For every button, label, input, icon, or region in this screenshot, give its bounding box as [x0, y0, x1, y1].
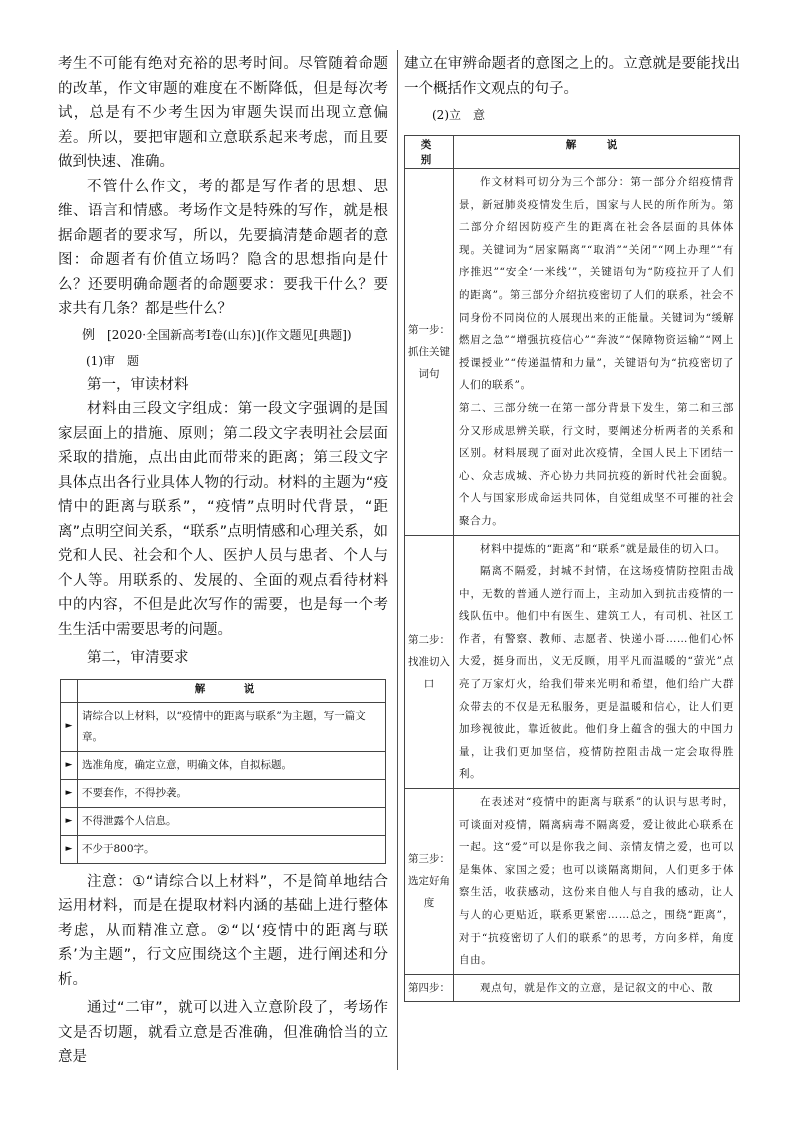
- step-heading: 第二，审清要求: [87, 650, 189, 666]
- table-cell: 不少于800字。: [78, 835, 386, 863]
- example-source: [2020·全国新高考Ⅰ卷(山东)](作文题见[典题]): [107, 327, 352, 342]
- paragraph: 不管什么作文，考的都是写作者的思想、思维、语言和情感。考场作文是特殊的写作，就是根据命题者的要求写，所以，先要搞清楚命题者的意图：命题者有价值立场吗？隐含的思想指向是什么？还要明确命题者的命题要求：要我干什么？要求共有几条？都是些什么？: [58, 178, 388, 317]
- bullet-icon: ►: [61, 751, 78, 779]
- paragraph: 注意：①“请综合以上材料”，不是简单地结合运用材料，而是在提取材料内涵的基础上进行整体考虑，从而精准立意。②“以‘疫情中的距离与联系’为主题”，行文应围绕这个主题，进行阐述和分析。: [58, 873, 388, 988]
- requirements-table: [60, 679, 386, 864]
- table-row: [405, 974, 740, 1002]
- column-divider: [397, 50, 398, 1070]
- table-row: [405, 789, 740, 975]
- intent-table: [404, 135, 740, 1002]
- table-header-row: [405, 136, 740, 169]
- example-label: 例: [82, 327, 96, 343]
- table-row: [61, 835, 386, 863]
- left-column: [58, 52, 388, 1070]
- example-heading: [58, 322, 388, 349]
- table-cell: 不得泄露个人信息。: [78, 807, 386, 835]
- explanation-paragraph: 作文材料可切分为三个部分：第一部分介绍疫情背景，新冠肺炎疫情发生后，国家与人民的所作所为。第二部分介绍因防疫产生的距离在社会各层面的具体体现。关键词为“居家隔离”“取消”“关闭”“网上办理”“有序推迟”“安全‘一米线’”，关键语句为“防疫拉开了人们的距离”。第三部分介绍抗疫密切了人们的联系，社会不同身份不同岗位的人展现出来的正能量。关键词为“缓解燃眉之急”“增强抗疫信心”“奔波”“保障物资运输”“网上授课授业”“传递温情和力量”，关键语句为“抗疫密切了人们的联系”。: [459, 176, 734, 392]
- bullet-icon: ►: [61, 702, 78, 751]
- table-cell: 不要套作，不得抄袭。: [78, 779, 386, 807]
- category-cell: 第三步：选定好角度: [405, 789, 454, 975]
- category-cell: 第二步：找准切入口: [405, 535, 454, 789]
- table-cell: 选准角度，确定立意，明确文体，自拟标题。: [78, 751, 386, 779]
- explanation-cell: [454, 535, 740, 789]
- category-cell: 第四步：: [405, 974, 454, 1002]
- step-heading: 第一，审读材料: [87, 376, 189, 393]
- section-heading: (1)审 题: [86, 353, 139, 368]
- paragraph: 材料由三段文字组成：第一段文字强调的是国家层面上的措施、原则；第二段文字表明社会层面采取的措施，点出由此而带来的距离；第三段文字具体点出各行业具体人物的行动。材料的主题为“疫情中的距离与联系”，“疫情”点明时代背景，“距离”点明空间关系，“联系”点明情感和心理关系，如党和人民、社会和个人、医护人员与患者、个人与个人等。用联系的、发展的、全面的观点看待材料中的内容，不但是此次写作的需要，也是每一个考生生活中需要思考的问题。: [58, 401, 388, 638]
- explanation-paragraph: 隔离不隔爱，封城不封情，在这场疫情防控阻击战中，无数的普通人逆行而上，主动加入到抗击疫情的一线队伍中。他们中有医生、建筑工人，有司机、社区工作者，有警察、教师、志愿者、快递小哥……他们心怀大爱，挺身而出，义无反顾，用平凡而温暖的“萤光”点亮了万家灯火，给我们带来光明和希望，他们给广大群众带去的不仅是无私服务，更是温暖和信心，让人们更加珍视彼此，靠近彼此。他们身上蕴含的强大的中国力量，让我们更加坚信，疫情防控阻击战一定会取得胜利。: [459, 565, 734, 781]
- right-column: [404, 52, 740, 1002]
- table-row: [61, 807, 386, 835]
- explanation-paragraph: 观点句，就是作文的立意，是记叙文的中心、散: [480, 981, 714, 994]
- table-row: [405, 535, 740, 789]
- table-row: [61, 702, 386, 751]
- section-heading: (2)立 意: [432, 108, 485, 122]
- table-row: [61, 779, 386, 807]
- paragraph: 考生不可能有绝对充裕的思考时间。尽管随着命题的改革，作文审题的难度在不断降低，但是每次考试，总是有不少考生因为审题失误而出现立意偏差。所以，要把审题和立意联系起来考虑，而且要做到快速、准确。: [58, 56, 388, 170]
- paragraph: 建立在审辨命题者的意图之上的。立意就是要能找出一个概括作文观点的句子。: [404, 56, 740, 97]
- table-header-row: [61, 679, 386, 702]
- bullet-icon: ►: [61, 807, 78, 835]
- table-row: [405, 169, 740, 536]
- bullet-icon: ►: [61, 835, 78, 863]
- table-row: [61, 751, 386, 779]
- table-header-cell: [61, 679, 78, 702]
- explanation-paragraph: 在表述对“疫情中的距离与联系”的认识与思考时，可谈面对疫情，隔离病毒不隔离爱，爱让彼此心联系在一起。这“爱”可以是你我之间、亲情友情之爱，也可以是集体、家国之爱；也可以谈隔离期间，人们更多于体察生活，收获感动，这份来自他人与自我的感动，让人与人的心更贴近，联系更紧密……总之，围绕“距离”，对于“抗疫密切了人们的联系”的思考，方向多样，角度自由。: [459, 796, 734, 967]
- paragraph: 通过“二审”，就可以进入立意阶段了，考场作文是否切题，就看立意是否准确，但准确恰当的立意是: [58, 1000, 388, 1065]
- explanation-cell: [454, 169, 740, 536]
- explanation-paragraph: 第二、三部分统一在第一部分背景下发生，第二和三部分又形成思辨关联，行文时，要阐述分析两者的关系和区别。材料展现了面对此次疫情，全国人民上下团结一心、众志成城、齐心协力共同抗疫的新时代社会面貌。个人与国家形成命运共同体，自觉组成坚不可摧的社会聚合力。: [459, 401, 734, 527]
- table-header-cell: 解 说: [454, 136, 740, 169]
- bullet-icon: ►: [61, 779, 78, 807]
- table-header-cell: 类 别: [405, 136, 454, 169]
- table-header-cell: 解 说: [78, 679, 386, 702]
- table-cell: 请综合以上材料，以“疫情中的距离与联系”为主题，写一篇文章。: [78, 702, 386, 751]
- explanation-cell: [454, 789, 740, 975]
- explanation-paragraph: 材料中提炼的“距离”和“联系”就是最佳的切入口。: [480, 542, 726, 555]
- explanation-cell: [454, 974, 740, 1002]
- category-cell: 第一步：抓住关键词句: [405, 169, 454, 536]
